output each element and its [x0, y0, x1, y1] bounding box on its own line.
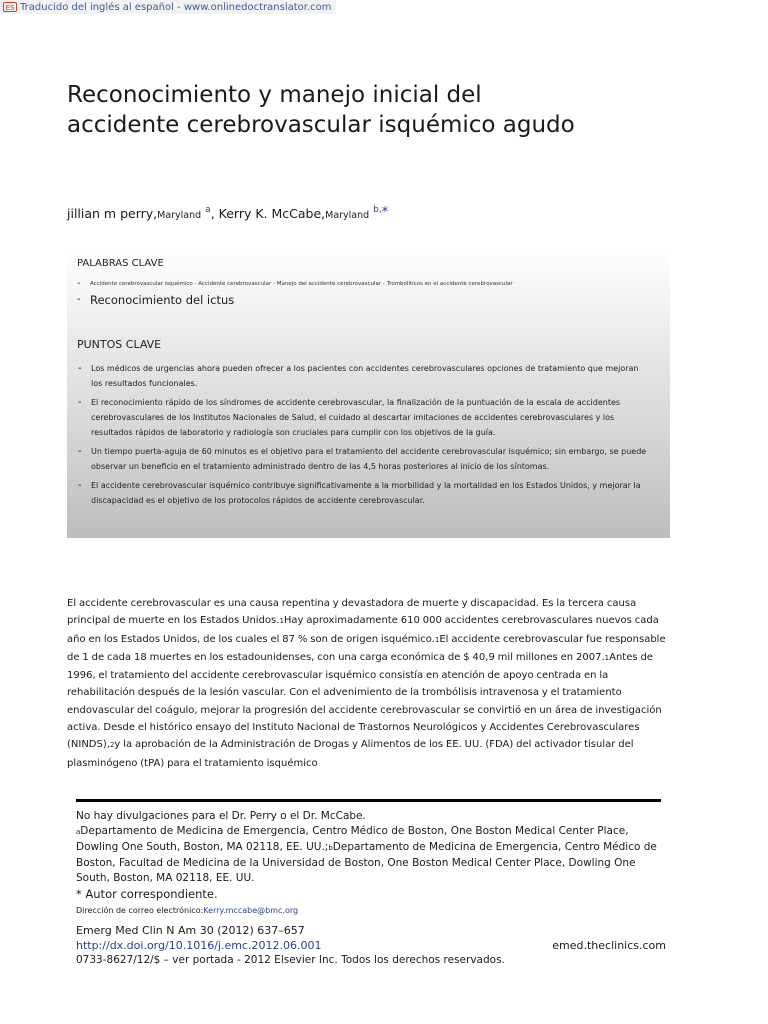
doi-row: [76, 938, 666, 953]
body-sentence: El accidente cerebrovascular es una causa repentina y devastadora de muerte y discapacidad. Es la tercera causa principal de muerte en los Estados Unidos.: [67, 598, 637, 627]
reference-mark[interactable]: 1: [434, 635, 440, 644]
copyright-notice: 0733-8627/12/$ – ver portada - 2012 Elsevier Inc. Todos los derechos reservados.: [76, 954, 505, 966]
footnote-divider: [76, 799, 661, 802]
author-2-affiliation: Maryland: [325, 210, 370, 221]
doi-link[interactable]: http://dx.doi.org/10.1016/j.emc.2012.06.001: [76, 939, 322, 952]
email-note: [76, 902, 666, 920]
corresponding-author-note: * Autor correspondiente.: [76, 887, 218, 901]
author-2-affiliation-mark: b,: [373, 205, 382, 215]
translator-banner-link[interactable]: Traducido del inglés al español - www.onlinedoctranslator.com: [20, 1, 332, 13]
reference-mark[interactable]: 1: [279, 617, 284, 626]
keywords-keypoints-box: [67, 248, 670, 538]
affiliations-note: [76, 824, 666, 886]
email-label: Dirección de correo electrónico:: [76, 906, 204, 915]
author-1-affiliation: Maryland: [157, 210, 202, 221]
journal-info: [76, 923, 666, 968]
key-points-list: [77, 361, 660, 508]
key-points-heading: PUNTOS CLAVE: [77, 338, 162, 351]
body-sentence: Hay aproximadamente 610 000 accidentes cerebrovasculares nuevos cada año en los Estados Unidos, de los cuales el 87 % son de origen isquémico.: [67, 615, 659, 645]
keywords-line-1: - Accidente cerebrovascular isquémico - Accidente cerebrovascular - Manejo del accidente cerebrovascular - Trombolíticos en el accidente cerebrovascular: [77, 277, 660, 291]
journal-citation: Emerg Med Clin N Am 30 (2012) 637–657: [76, 924, 305, 937]
translator-icon: ES: [3, 2, 17, 12]
keywords-line-2: - Reconocimiento del ictus: [77, 292, 660, 308]
reference-mark[interactable]: 2: [109, 741, 115, 750]
article-title: [67, 80, 687, 140]
affiliation-b: Departamento de Medicina de Emergencia, Centro Médico de Boston, Facultad de Medicina de la Universidad de Boston, One Boston Medical Center Place, Dowling One South, Boston, MA 02118, EE. UU.: [76, 841, 657, 884]
article-title-line-1: Reconocimiento y manejo inicial del: [67, 82, 482, 108]
keywords-list: [77, 277, 660, 308]
author-1-affiliation-mark: a: [205, 205, 211, 215]
disclosure-note: No hay divulgaciones para el Dr. Perry o el Dr. McCabe.: [76, 810, 366, 822]
author-line: [67, 205, 388, 221]
author-1-name: jillian m perry,: [67, 206, 158, 221]
affiliation-a: Departamento de Medicina de Emergencia, Centro Médico de Boston, One Boston Medical Center Place, Dowling One South, Boston, MA 02118, EE. UU.;: [76, 825, 629, 853]
body-sentence: y la aprobación de la Administración de Drogas y Alimentos de los EE. UU. (FDA) del activador tisular del plasminógeno (tPA) para el tratamiento isquémico: [67, 739, 634, 769]
article-title-line-2: accidente cerebrovascular isquémico agudo: [67, 112, 575, 138]
author-separator: ,: [210, 206, 219, 221]
key-point-item: - Un tiempo puerta-aguja de 60 minutos es el objetivo para el tratamiento del accidente cerebrovascular isquémico; sin embargo, se puede observar un beneficio en el tratamiento administrado dentro de las 4,5 horas posteriores al inicio de los síntomas.: [77, 444, 651, 474]
affiliation-a-mark: a: [76, 828, 81, 836]
body-sentence: Antes de 1996, el tratamiento del accidente cerebrovascular isquémico consistía en atención de apoyo centrada en la rehabilitación después de la lesión vascular. Con el advenimiento de la trombólisis intravenosa y el tratamiento endovascular del coágulo, mejorar la progresión del accidente cerebrovascular se convirtió en un área de investigación activa. Desde el histórico ensayo del Instituto Nacional de Trastornos Neurológicos y Accidentes Cerebrovasculares (NINDS),: [67, 651, 662, 751]
affiliation-b-mark: b: [328, 844, 333, 852]
corresponding-author-mark: *: [381, 205, 389, 220]
author-2-name: Kerry K. McCabe,: [218, 206, 326, 221]
translator-banner[interactable]: [0, 0, 336, 14]
journal-site-link[interactable]: emed.theclinics.com: [552, 939, 666, 952]
body-paragraph: [67, 595, 669, 772]
email-link[interactable]: Kerry.mccabe@bmc.org: [203, 906, 299, 915]
body-sentence: El accidente cerebrovascular fue responsable de 1 de cada 18 muertes en los estadounidenses, con una carga económica de $ 40,9 mil millones en 2007.: [67, 633, 666, 663]
footnotes: [76, 809, 666, 920]
key-point-item: - Los médicos de urgencias ahora pueden ofrecer a los pacientes con accidentes cerebrovasculares opciones de tratamiento que mejoran los resultados funcionales.: [77, 361, 651, 391]
key-point-item: - El accidente cerebrovascular isquémico contribuye significativamente a la morbilidad y la mortalidad en los Estados Unidos, y mejorar la discapacidad es el objetivo de los protocolos rápidos de accidente cerebrovascular.: [77, 478, 651, 508]
reference-mark[interactable]: 1: [604, 653, 610, 662]
key-point-item: - El reconocimiento rápido de los síndromes de accidente cerebrovascular, la finalización de la puntuación de la escala de accidentes cerebrovasculares de los Institutos Nacionales de Salud, el cuidado al descartar imitaciones de accidentes cerebrovasculares y los resultados rápidos de laboratorio y radiología son cruciales para cumplir con los objetivos de la guía.: [77, 395, 651, 440]
keywords-heading: PALABRAS CLAVE: [77, 258, 164, 269]
